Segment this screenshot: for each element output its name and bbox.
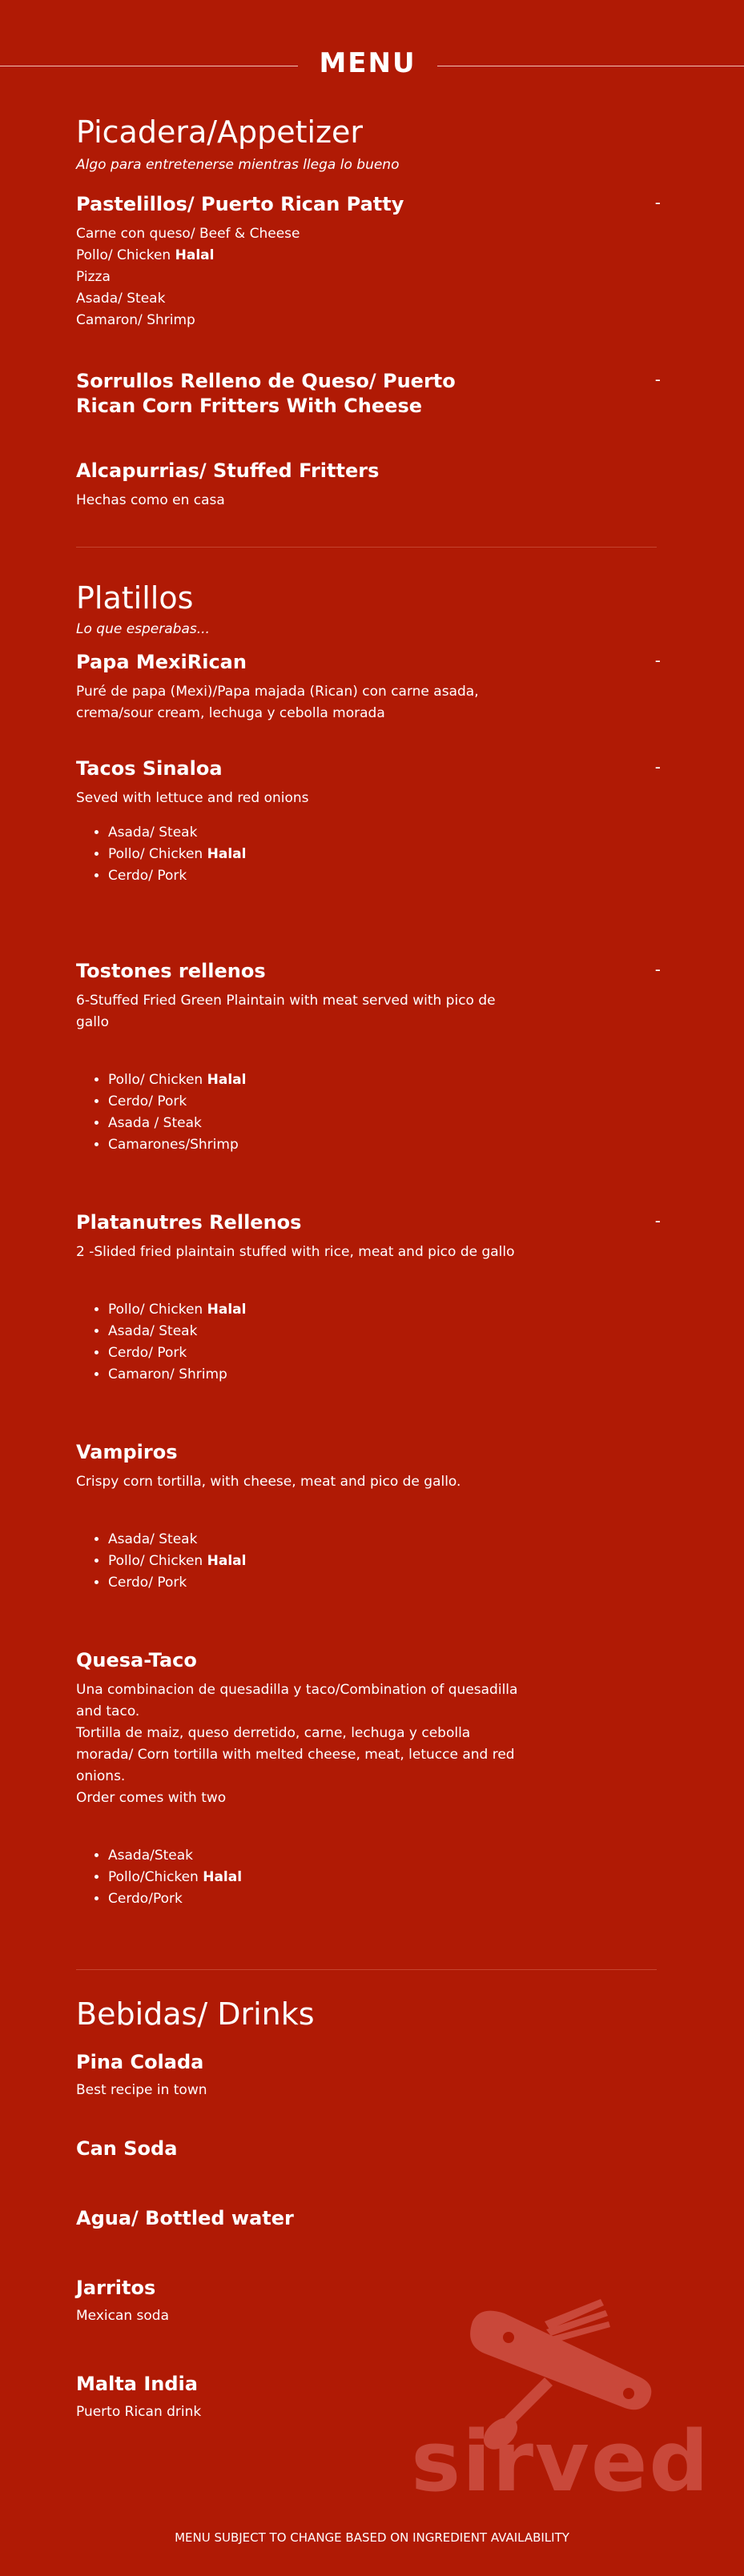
section-subtitle: Lo que esperabas... [76, 621, 210, 637]
item-name: Agua/ Bottled water [76, 2207, 294, 2229]
sirved-watermark [408, 2265, 713, 2510]
list-item: • Pollo/ Chicken Halal [108, 1299, 661, 1321]
menu-item-alcapurrias[interactable] [76, 459, 661, 512]
item-name: Jarritos [76, 2277, 156, 2299]
menu-item-platanutres-rellenos[interactable] [76, 1210, 661, 1386]
menu-item-tacos-sinaloa[interactable] [76, 756, 661, 887]
item-name: Platanutres Rellenos [76, 1211, 302, 1234]
item-name: Tacos Sinaloa [76, 757, 223, 780]
item-name: Malta India [76, 2373, 198, 2395]
menu-item-vampiros[interactable] [76, 1440, 661, 1594]
menu-item-tostones-rellenos[interactable] [76, 959, 661, 1156]
halal-label: Halal [207, 846, 247, 862]
menu-item-pastelillos[interactable] [76, 192, 661, 331]
list-item: • Cerdo/Pork [108, 1888, 661, 1910]
option-list [76, 1845, 661, 1910]
list-item: • Pollo/ Chicken Halal [108, 844, 661, 865]
menu-item-quesa-taco[interactable] [76, 1648, 661, 1910]
item-name: Vampiros [76, 1441, 178, 1463]
desc-line: Asada/ Steak [76, 291, 166, 307]
list-item: • Cerdo/ Pork [108, 1091, 661, 1113]
menu-content [76, 112, 661, 2423]
desc-line: Camaron/ Shrimp [76, 312, 195, 328]
section-title: Picadera/Appetizer [76, 114, 364, 150]
item-description: 2 -Slided fried plaintain stuffed with rice, meat and pico de gallo [76, 1244, 515, 1260]
list-item: • Asada / Steak [108, 1113, 661, 1134]
item-description: Best recipe in town [76, 2082, 207, 2098]
section-platillos [76, 578, 661, 1910]
list-item: • Asada/ Steak [108, 822, 661, 844]
item-description: Mexican soda [76, 2308, 170, 2324]
item-name: Alcapurrias/ Stuffed Fritters [76, 459, 380, 482]
desc-line: Una combinacion de quesadilla y taco/Combination of quesadilla and taco. [76, 1682, 518, 1719]
list-item: • Asada/Steak [108, 1845, 661, 1867]
item-description [76, 1679, 525, 1809]
section-title: Bebidas/ Drinks [76, 1996, 315, 2032]
item-price: - [654, 651, 661, 670]
item-price: - [654, 960, 661, 979]
item-price: - [654, 757, 661, 776]
list-item: • Asada/ Steak [108, 1321, 661, 1342]
section-subtitle: Algo para entretenerse mientras llega lo bueno [76, 157, 400, 173]
list-item: • Asada/ Steak [108, 1529, 661, 1551]
sirved-wordmark: sirved [411, 2413, 710, 2510]
menu-item-pina-colada[interactable] [76, 2050, 661, 2101]
option-list [76, 822, 661, 887]
item-name: Pastelillos/ Puerto Rican Patty [76, 193, 404, 215]
item-name: Quesa-Taco [76, 1649, 197, 1671]
item-description [76, 223, 525, 331]
option-list [76, 1069, 661, 1156]
menu-item-can-soda[interactable] [76, 2137, 661, 2161]
item-name: Sorrullos Relleno de Queso/ Puerto Rican Corn Fritters With Cheese [76, 370, 456, 417]
menu-header [0, 46, 744, 80]
item-price: - [654, 193, 661, 212]
desc-line: Order comes with two [76, 1790, 227, 1806]
menu-title: MENU [319, 47, 416, 79]
list-item: • Pollo/Chicken Halal [108, 1867, 661, 1888]
item-name: Can Soda [76, 2137, 178, 2160]
halal-label: Halal [203, 1869, 243, 1885]
item-name: Papa MexiRican [76, 651, 247, 673]
item-description: Crispy corn tortilla, with cheese, meat and pico de gallo. [76, 1474, 461, 1490]
item-description: Hechas como en casa [76, 492, 225, 508]
desc-line: Carne con queso/ Beef & Cheese [76, 226, 300, 242]
desc-line: Pollo/ Chicken Halal [76, 247, 215, 263]
item-description: Puerto Rican drink [76, 2404, 202, 2420]
section-divider [76, 547, 657, 548]
menu-item-bottled-water[interactable] [76, 2206, 661, 2231]
menu-item-papa-mexirican[interactable] [76, 650, 661, 724]
list-item: • Camarones/Shrimp [108, 1134, 661, 1156]
option-list [76, 1299, 661, 1386]
desc-line: Tortilla de maiz, queso derretido, carne, lechuga y cebolla morada/ Corn tortilla with melted cheese, meat, letucce and red onions. [76, 1725, 515, 1784]
item-price: - [654, 1211, 661, 1230]
item-description: 6-Stuffed Fried Green Plaintain with meat served with pico de gallo [76, 993, 496, 1030]
desc-line: Pizza [76, 269, 111, 285]
item-name: Pina Colada [76, 2051, 204, 2073]
list-item: • Cerdo/ Pork [108, 1572, 661, 1594]
halal-label: Halal [207, 1302, 247, 1318]
halal-label: Halal [207, 1553, 247, 1569]
section-appetizers [76, 112, 661, 512]
list-item: • Pollo/ Chicken Halal [108, 1551, 661, 1572]
list-item: • Camaron/ Shrimp [108, 1364, 661, 1386]
halal-label: Halal [175, 247, 215, 263]
item-description: Puré de papa (Mexi)/Papa majada (Rican) con carne asada, crema/sour cream, lechuga y cebolla morada [76, 684, 479, 721]
footer-note: MENU SUBJECT TO CHANGE BASED ON INGREDIENT AVAILABILITY [175, 2530, 569, 2545]
item-description: Seved with lettuce and red onions [76, 790, 309, 806]
list-item: • Cerdo/ Pork [108, 1342, 661, 1364]
section-title: Platillos [76, 580, 194, 616]
section-divider [76, 1969, 657, 1970]
option-list [76, 1529, 661, 1594]
item-price: - [654, 370, 661, 389]
halal-label: Halal [207, 1072, 247, 1088]
list-item: • Cerdo/ Pork [108, 865, 661, 887]
item-name: Tostones rellenos [76, 960, 266, 982]
menu-item-sorrullos[interactable] [76, 369, 661, 419]
list-item: • Pollo/ Chicken Halal [108, 1069, 661, 1091]
